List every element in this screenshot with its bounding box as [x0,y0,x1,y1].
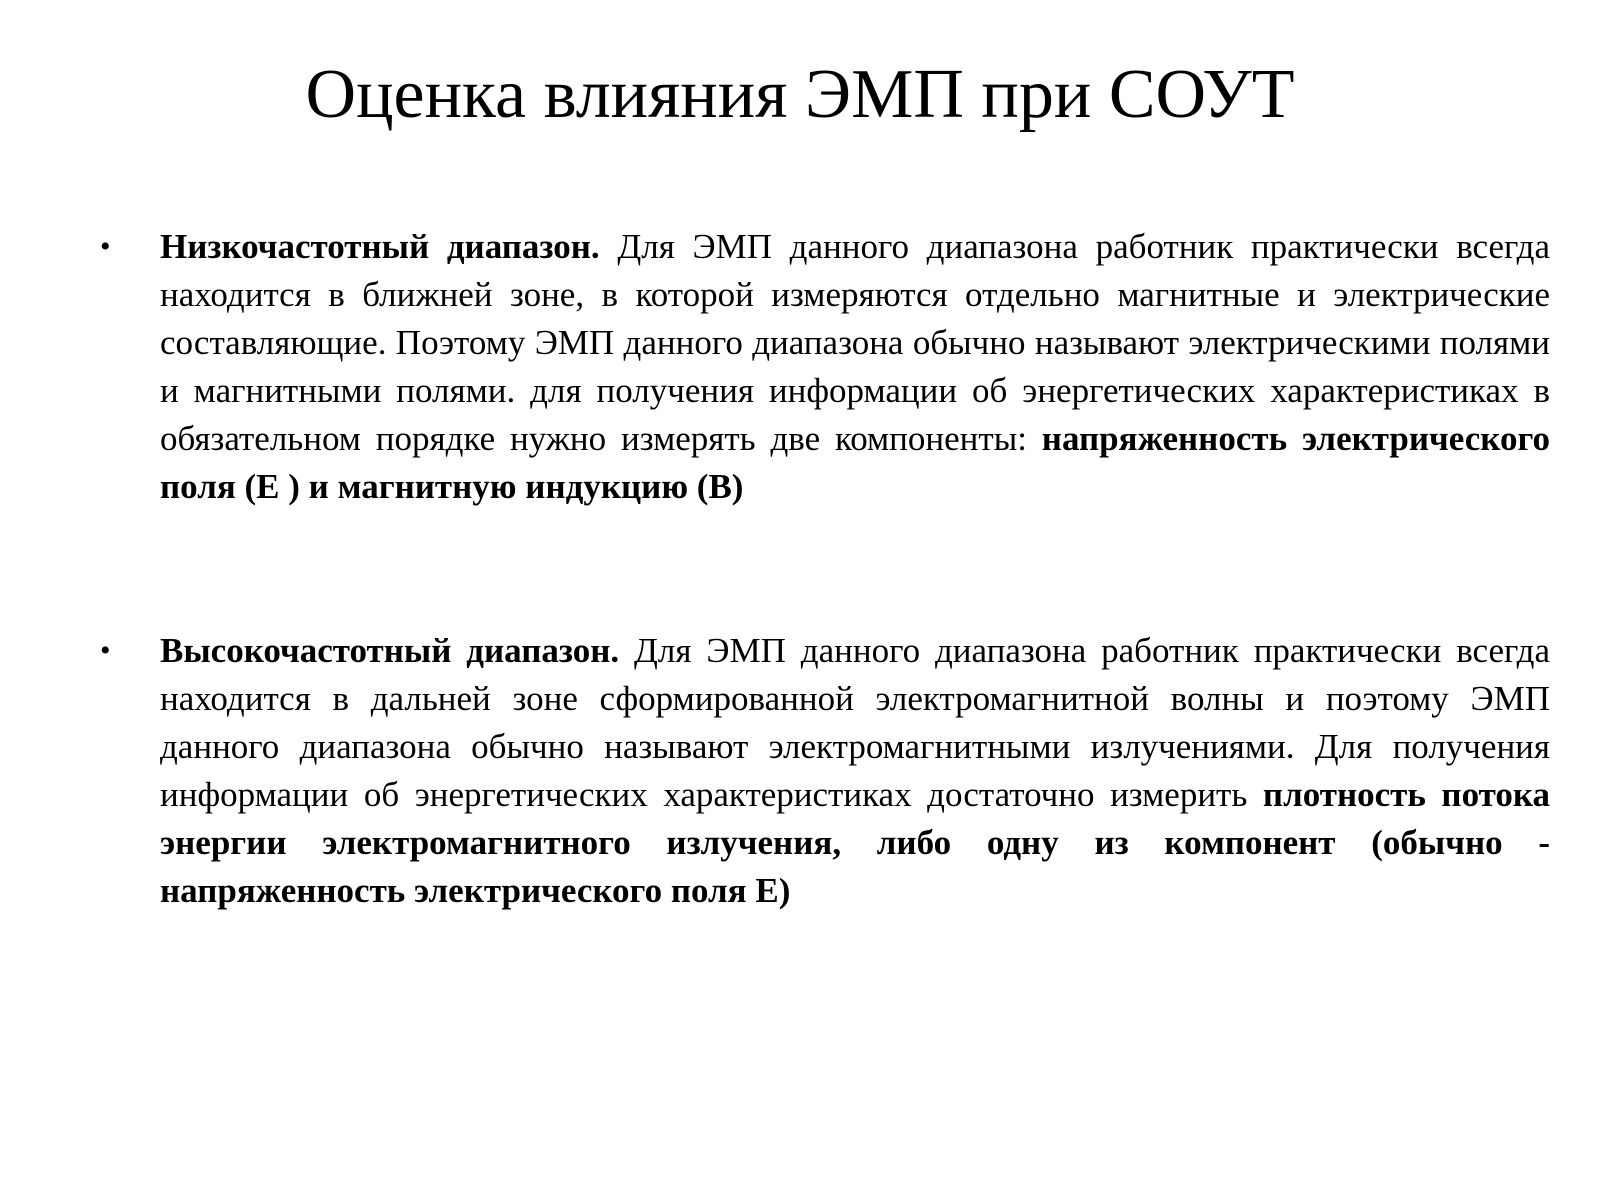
bullet-emphasis: напряженность электрического поля (Е ) и магнитную индукцию (В) [160,419,1550,506]
bullet-lead: Высокочастотный диапазон. [160,631,620,670]
bullet-icon: • [100,634,111,667]
bullet-text: Для ЭМП данного диапазона работник практически всегда находится в дальней зоне сформированной электромагнитной волны и поэтому ЭМП данного диапазона обычно называют электромагнитными излучениями. Для получения информации об энергетических характеристиках достаточно измерить [160,631,1550,814]
bullet-text: Для ЭМП данного диапазона работник практически всегда находится в ближней зоне, в которой измеряются отдельно магнитные и электрические составляющие. Поэтому ЭМП данного диапазона обычно называют электрическими полями и магнитными полями. для получения информации об энергетических характеристиках в обязательном порядке нужно измерять две компоненты: [160,227,1550,458]
bullet-icon: • [100,230,111,263]
bullet-lead: Низкочастотный диапазон. [160,227,600,266]
bullet-item-high-frequency [100,627,1550,915]
bullet-emphasis: плотность потока энергии электромагнитного излучения, либо одну из компонент (обычно - напряженность электрического поля Е) [160,775,1550,910]
bullet-item-low-frequency [100,223,1550,511]
slide-title: Оценка влияния ЭМП при СОУТ [305,56,1295,133]
